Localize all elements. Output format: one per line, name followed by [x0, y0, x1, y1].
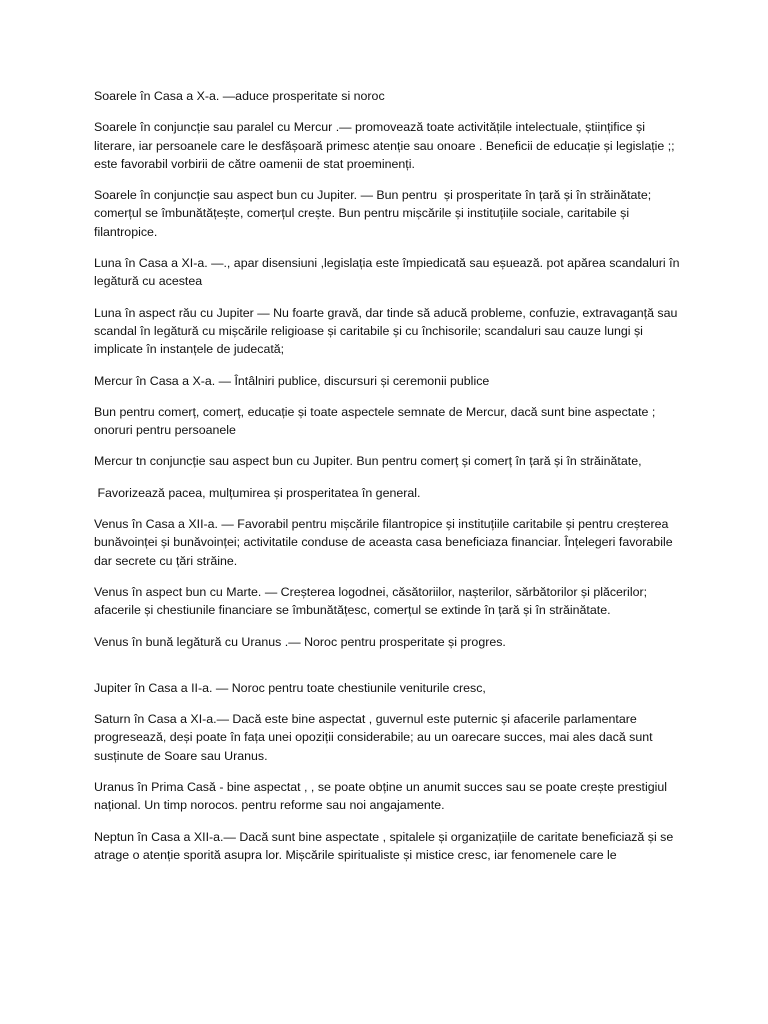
paragraph-venus-mars: Venus în aspect bun cu Marte. — Creșterea logodnei, căsătoriilor, nașterilor, sărbătorilor și plăcerilor; afacerile și chestiunile financiare se îmbunătățesc, comerțul se extinde în țară și în străinătate.	[94, 584, 651, 618]
paragraph-sun-house-10: Soarele în Casa a X-a. —aduce prosperitate si noroc	[94, 89, 385, 103]
paragraph-venus-house-12: Venus în Casa a XII-a. — Favorabil pentru mișcările filantropice și instituțiile caritabile și pentru creșterea bunăvoinței și bunăvoinței; activitatile conduse de aceasta casa beneficiaza financiar. Înțelegeri favorabile dar secrete cu țări străine.	[94, 517, 677, 568]
paragraph-venus-uranus: Venus în bună legătură cu Uranus .— Noroc pentru prosperitate și progres.	[94, 634, 506, 649]
paragraph-mercury-commerce: Bun pentru comerț, comerț, educație și toate aspectele semnate de Mercur, dacă sunt bine aspectate ; onoruri pentru persoanele	[94, 404, 659, 438]
paragraph-peace-prosperity: Favorizează pacea, mulțumirea și prosperitatea în general.	[94, 485, 421, 500]
paragraph-jupiter-house-2: Jupiter în Casa a II-a. — Noroc pentru toate chestiunile veniturile cresc,	[94, 680, 486, 695]
document-body	[94, 87, 684, 877]
paragraph-neptune-house-12: Neptun în Casa a XII-a.— Dacă sunt bine aspectate , spitalele și organizațiile de caritate beneficiază și se atrage o atenție sporită asupra lor. Mișcările spiritualiste și mistice cresc, iar fenomenele care le	[94, 829, 677, 862]
paragraph-sun-jupiter: Soarele în conjuncție sau aspect bun cu Jupiter. — Bun pentru și prosperitate în țară și în străinătate; comerțul se îmbunătățește, comerțul crește. Bun pentru mișcările și instituțiile sociale, caritabile și filantropice.	[94, 188, 655, 239]
paragraph-moon-house-11: Luna în Casa a XI-a. —., apar disensiuni ,legislația este împiedicată sau eșuează. pot apărea scandaluri în legătură cu acestea	[94, 256, 683, 289]
paragraph-uranus-house-1: Uranus în Prima Casă - bine aspectat , , se poate obține un anumit succes sau se poate crește prestigiul național. Un timp norocos. pentru reforme sau noi angajamente.	[94, 780, 671, 813]
paragraph-saturn-house-11: Saturn în Casa a XI-a.— Dacă este bine aspectat , guvernul este puternic și afacerile parlamentare progresează, deși poate în fața unei opoziții considerabile; au un oarecare succes, mai ales dacă sunt susținute de Soare sau Uranus.	[94, 712, 657, 763]
paragraph-mercury-house-10: Mercur în Casa a X-a. — Întâlniri publice, discursuri și ceremonii publice	[94, 373, 490, 388]
paragraph-moon-jupiter: Luna în aspect rău cu Jupiter — Nu foarte gravă, dar tinde să aducă probleme, confuzie, extravaganță sau scandal în legătură cu mișcările religioase și caritabile și cu închisorile; scandaluri sau cauze lungi și implicate în instanțele de judecată;	[94, 305, 681, 357]
paragraph-sun-mercury: Soarele în conjuncție sau paralel cu Mercur .— promovează toate activitățile intelectuale, științifice și literare, iar persoanele care le desfășoară primesc atenție sau onoare . Beneficii de educație și legislație ;; este favorabil vorbirii de către oamenii de stat proeminenți.	[94, 120, 679, 171]
paragraph-mercury-jupiter: Mercur tn conjuncție sau aspect bun cu Jupiter. Bun pentru comerț și comerț în țară și în străinătate,	[94, 454, 642, 469]
